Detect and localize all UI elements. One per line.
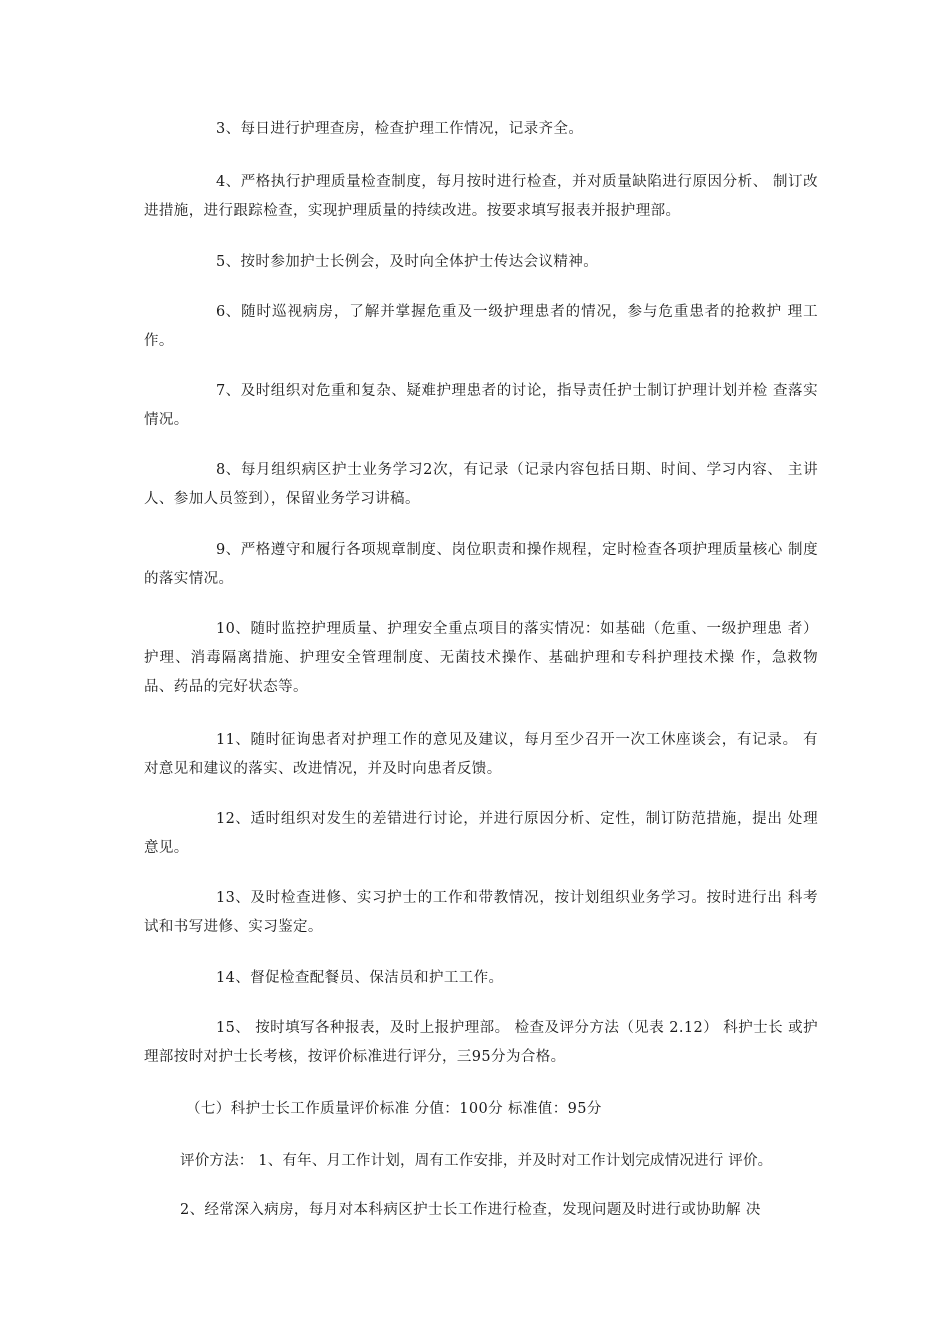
item-text: 随时监控护理质量、护理安全重点项目的落实情况：如基础（危重、一级护理患 者）护理、消毒隔离措施、护理安全管理制度、无菌技术操作、基础护理和专科护理技术操 作，急救物品、药品的完好状态等。 [144, 621, 818, 695]
item-number: 13、 [216, 890, 251, 906]
item-number: 11、 [216, 732, 251, 748]
item-number: 12、 [216, 811, 251, 827]
paragraph-item-11 [144, 726, 818, 784]
item-text: 严格执行护理质量检查制度，每月按时进行检查，并对质量缺陷进行原因分析、 制订改进措施，进行跟踪检查，实现护理质量的持续改进。按要求填写报表并报护理部。 [144, 174, 818, 219]
item-number: 7、 [216, 383, 241, 399]
item-number: 9、 [216, 542, 241, 558]
paragraph-item-13 [144, 884, 818, 942]
item-text: 每日进行护理查房，检查护理工作情况，记录齐全。 [240, 121, 584, 137]
item-number: 10、 [216, 621, 251, 637]
paragraph-item-5 [144, 248, 818, 277]
eval-2-text: 2、经常深入病房，每月对本科病区护士长工作进行检查，发现问题及时进行或协助解 决 [180, 1202, 761, 1218]
paragraph-item-10 [144, 615, 818, 702]
item-text: 严格遵守和履行各项规章制度、岗位职责和操作规程，定时检查各项护理质量核心 制度的落实情况。 [144, 542, 818, 587]
item-text: 督促检查配餐员、保洁员和护工工作。 [250, 970, 504, 986]
paragraph-item-14 [144, 964, 818, 993]
item-number: 15、 [216, 1020, 251, 1036]
item-text: 每月组织病区护士业务学习2次，有记录（记录内容包括日期、时间、学习内容、 主讲人、参加人员签到），保留业务学习讲稿。 [144, 462, 818, 507]
evaluation-method-text: 评价方法： 1、有年、月工作计划，周有工作安排，并及时对工作计划完成情况进行 评价。 [180, 1153, 773, 1169]
item-text: 按时填写各种报表，及时上报护理部。 检查及评分方法（见表 2.12） 科护士长 或护理部按时对护士长考核，按评价标准进行评分，三95分为合格。 [144, 1020, 818, 1065]
paragraph-item-6 [144, 298, 818, 356]
paragraph-item-7 [144, 377, 818, 435]
paragraph-item-9 [144, 536, 818, 594]
item-number: 5、 [216, 254, 241, 270]
item-text: 适时组织对发生的差错进行讨论，并进行原因分析、定性，制订防范措施，提出 处理意见。 [144, 811, 818, 856]
paragraph-item-15 [144, 1014, 818, 1072]
item-number: 8、 [216, 462, 241, 478]
item-number: 3、 [216, 121, 241, 137]
item-text: 随时征询患者对护理工作的意见及建议，每月至少召开一次工休座谈会，有记录。 有对意见和建议的落实、改进情况，并及时向患者反馈。 [144, 732, 818, 777]
paragraph-item-8 [144, 456, 818, 514]
item-number: 6、 [216, 304, 241, 320]
paragraph-item-12 [144, 805, 818, 863]
paragraph-eval-2 [144, 1196, 818, 1225]
item-number: 4、 [216, 174, 241, 190]
item-text: 随时巡视病房，了解并掌握危重及一级护理患者的情况，参与危重患者的抢救护 理工作。 [144, 304, 818, 349]
item-text: 及时组织对危重和复杂、疑难护理患者的讨论，指导责任护士制订护理计划并检 查落实情况。 [144, 383, 818, 428]
item-number: 14、 [216, 970, 251, 986]
evaluation-method [144, 1147, 818, 1176]
item-text: 及时检查进修、实习护士的工作和带教情况，按计划组织业务学习。按时进行出 科考试和书写进修、实习鉴定。 [144, 890, 818, 935]
paragraph-item-4 [144, 168, 818, 226]
paragraph-item-3 [144, 115, 818, 144]
section-heading [144, 1095, 818, 1124]
section-heading-text: （七）科护士长工作质量评价标准 分值：100分 标准值：95分 [186, 1101, 602, 1117]
item-text: 按时参加护士长例会，及时向全体护士传达会议精神。 [240, 254, 599, 270]
